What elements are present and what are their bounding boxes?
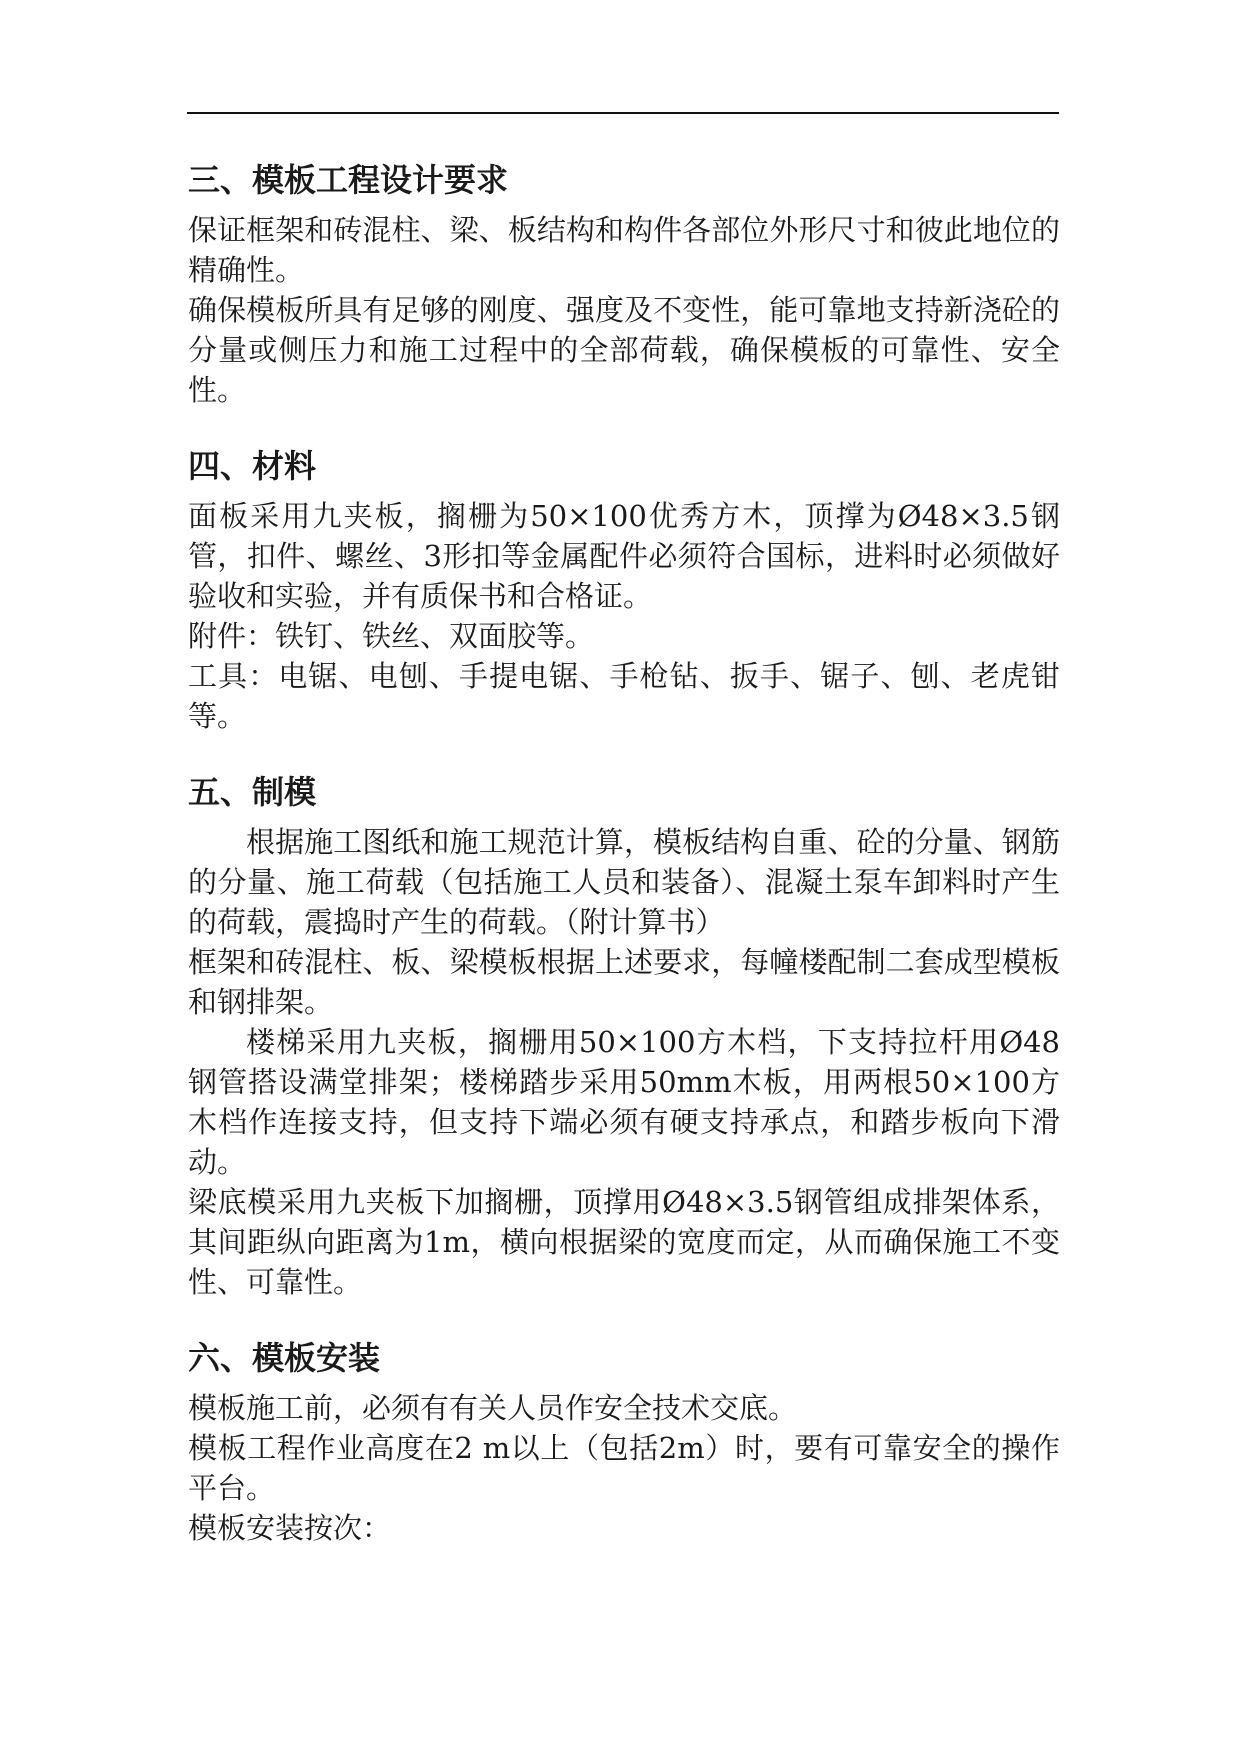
paragraph: 梁底模采用九夹板下加搁栅，顶撑用Ø48×3.5钢管组成排架体系，其间距纵向距离为1m，横向根据梁的宽度而定，从而确保施工不变性、可靠性。 [188, 1185, 1060, 1299]
paragraph: 楼梯采用九夹板，搁栅用50×100方木档，下支持拉杆用Ø48钢管搭设满堂排架；楼梯踏步采用50mm木板，用两根50×100方木档作连接支持，但支持下端必须有硬支持承点，和踏步板向下滑动。 [188, 1025, 1060, 1179]
paragraph: 保证框架和砖混柱、梁、板结构和构件各部位外形尺寸和彼此地位的精确性。 [188, 213, 1060, 287]
section-materials [188, 436, 1060, 736]
section-heading: 五、制模 [188, 773, 317, 811]
paragraph: 模板工程作业高度在2 m以上（包括2m）时，要有可靠安全的操作平台。 [188, 1431, 1060, 1505]
section-heading: 四、材料 [188, 447, 317, 485]
paragraph: 面板采用九夹板，搁栅为50×100优秀方木，顶撑为Ø48×3.5钢管，扣件、螺丝、3形扣等金属配件必须符合国标，进料时必须做好验收和实验，并有质保书和合格证。 [188, 499, 1060, 613]
paragraph: 框架和砖混柱、板、梁模板根据上述要求，每幢楼配制二套成型模板和钢排架。 [188, 945, 1060, 1019]
paragraph: 工具：电锯、电刨、手提电锯、手枪钻、扳手、锯子、刨、老虎钳等。 [188, 659, 1060, 733]
section-heading: 六、模板安装 [188, 1339, 381, 1377]
paragraph: 附件：铁钉、铁丝、双面胶等。 [188, 619, 595, 653]
header-rule [187, 112, 1059, 114]
paragraph: 模板安装按次： [188, 1511, 392, 1545]
paragraph: 模板施工前，必须有有关人员作安全技术交底。 [188, 1391, 798, 1425]
document-body [188, 150, 1060, 1548]
section-heading: 三、模板工程设计要求 [188, 161, 509, 199]
paragraph: 确保模板所具有足够的刚度、强度及不变性，能可靠地支持新浇砼的分量或侧压力和施工过程中的全部荷载，确保模板的可靠性、安全性。 [188, 293, 1060, 407]
section-formwork-making [188, 762, 1060, 1302]
paragraph: 根据施工图纸和施工规范计算，模板结构自重、砼的分量、钢筋的分量、施工荷载（包括施工人员和装备）、混凝土泵车卸料时产生的荷载，震捣时产生的荷载。（附计算书） [188, 825, 1060, 939]
section-design-requirements [188, 150, 1060, 410]
section-formwork-installation [188, 1328, 1060, 1548]
